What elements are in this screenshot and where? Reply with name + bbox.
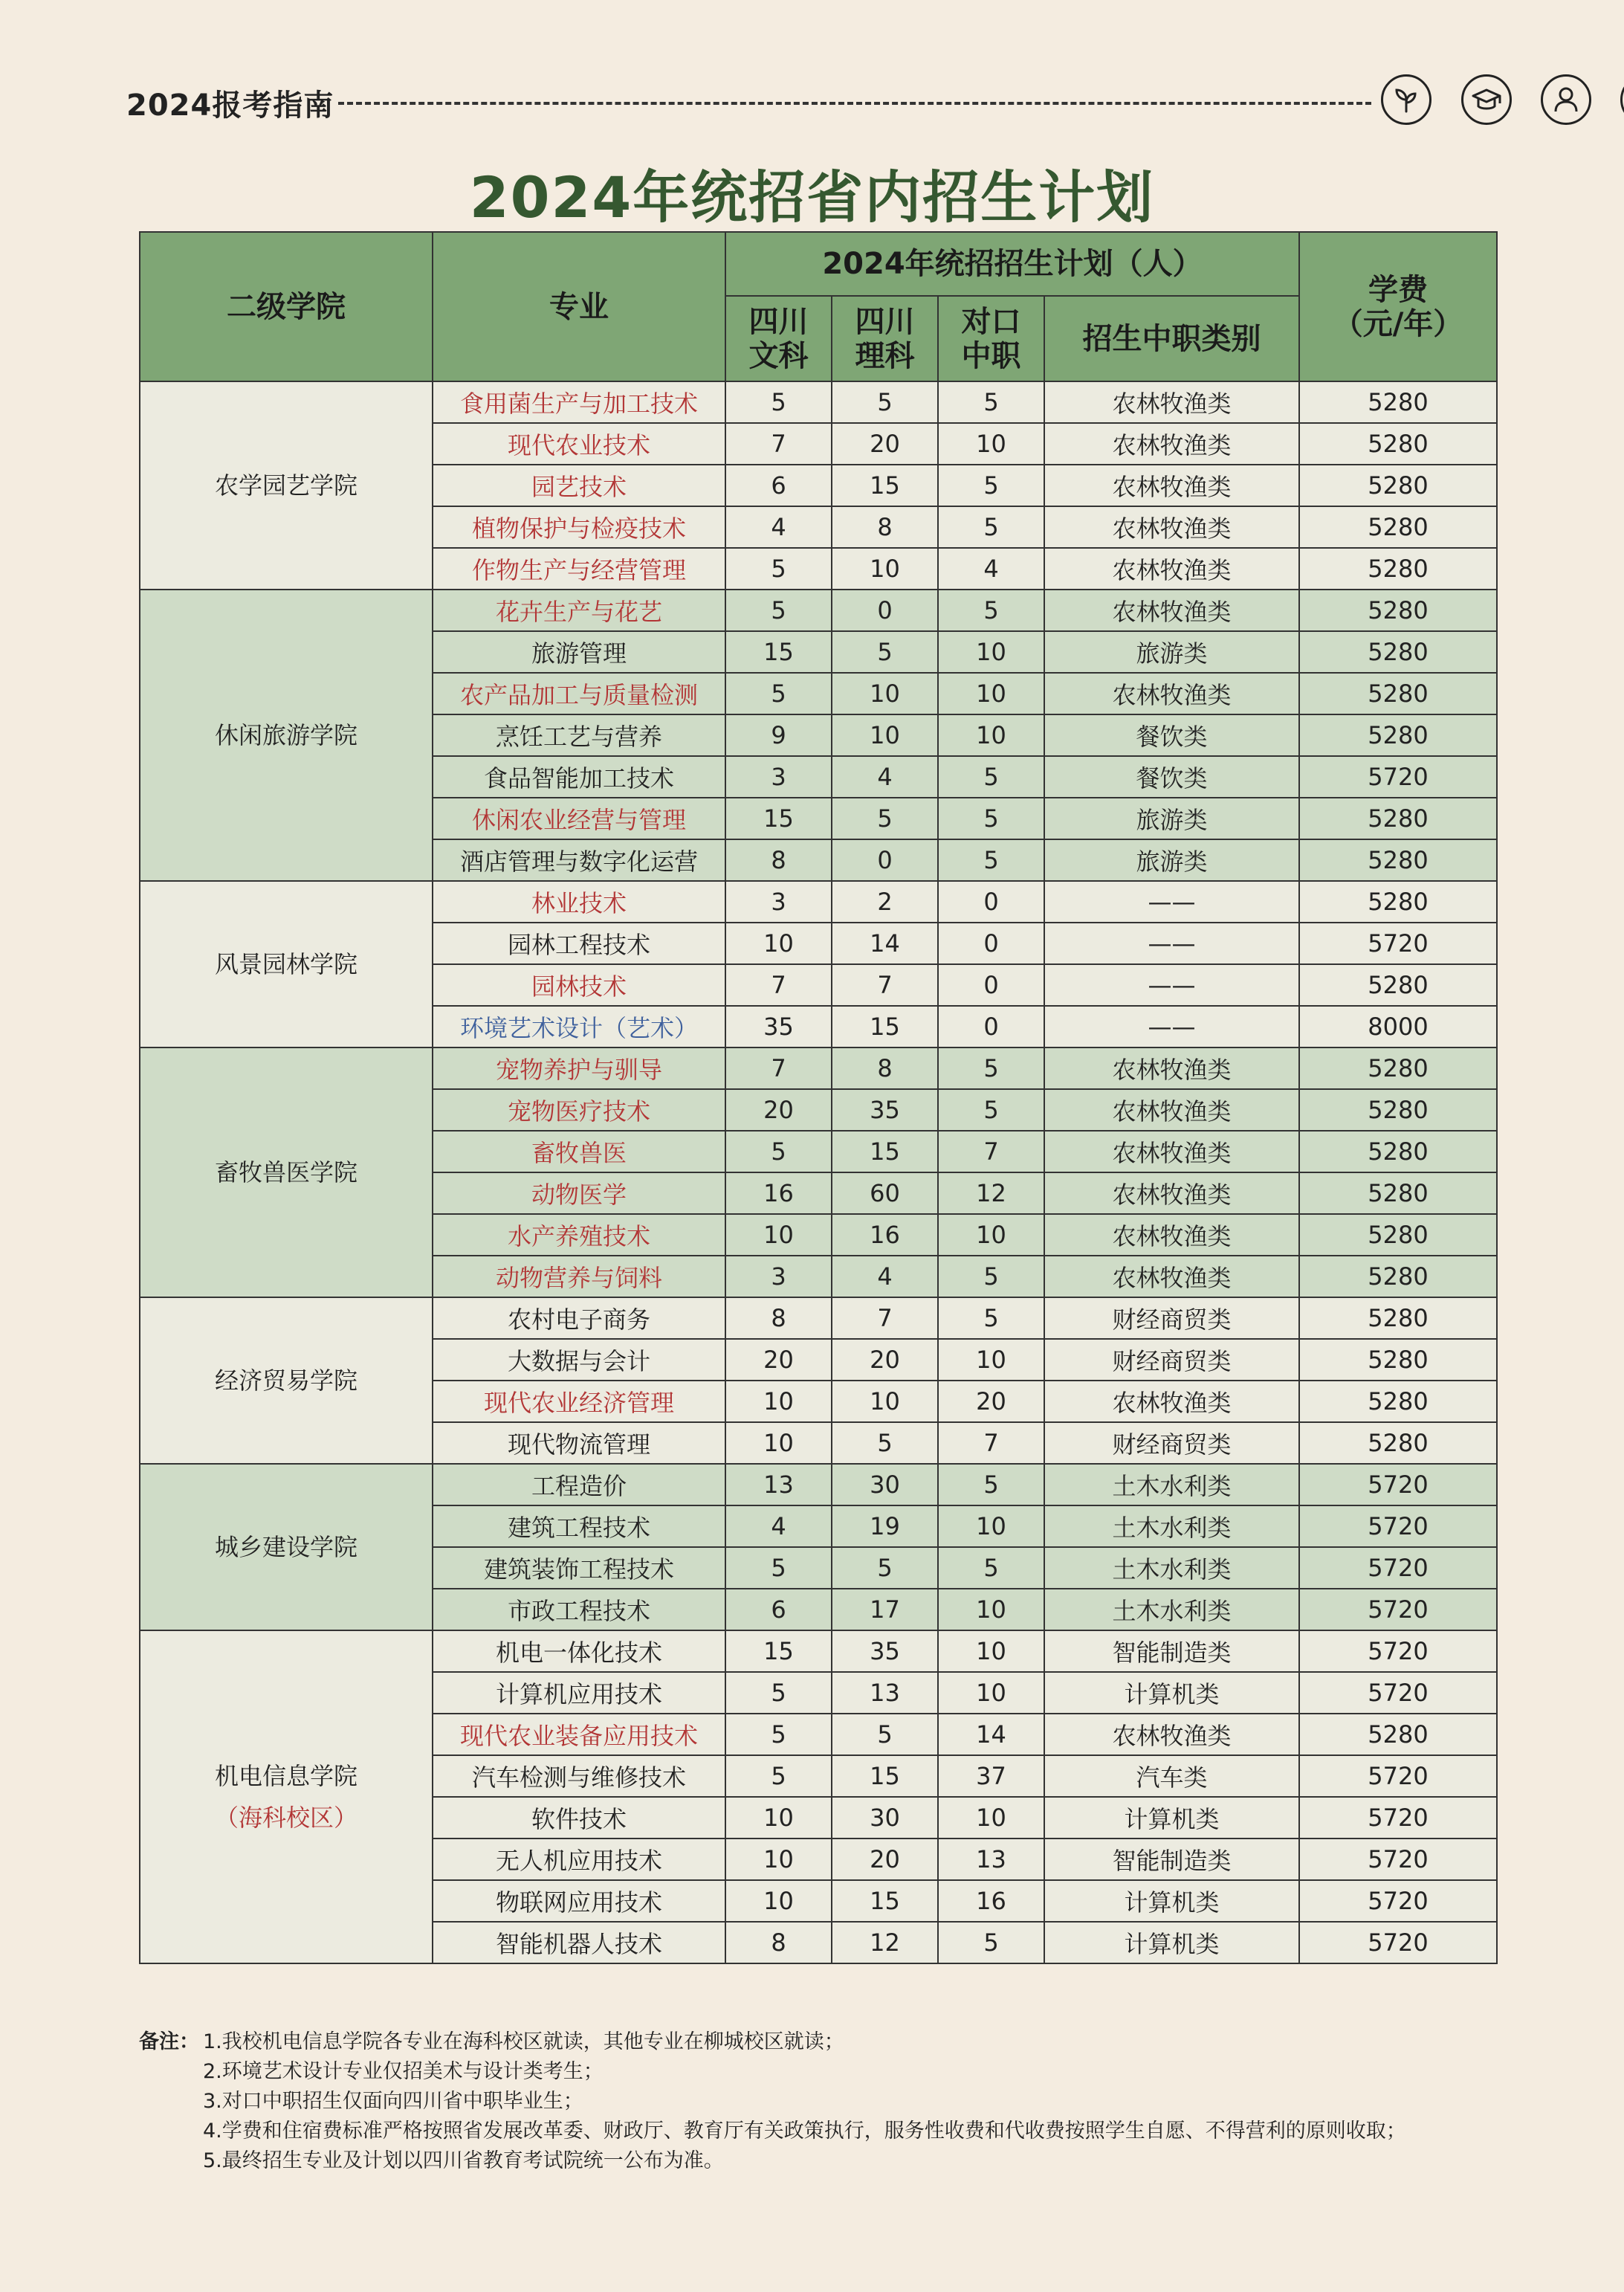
fee-cell: 5720 (1299, 756, 1497, 798)
major-cell: 现代农业装备应用技术 (433, 1714, 725, 1755)
sichuan-li-cell: 7 (832, 1297, 938, 1339)
fee-cell: 5280 (1299, 1089, 1497, 1131)
duikou-zhongzhi-cell: 5 (938, 798, 1044, 839)
header-title: 2024报考指南 (126, 88, 334, 123)
major-cell: 汽车检测与维修技术 (433, 1755, 725, 1797)
duikou-zhongzhi-cell: 5 (938, 1464, 1044, 1505)
major-cell: 建筑工程技术 (433, 1505, 725, 1547)
notes-row-4 (139, 2117, 1499, 2146)
duikou-zhongzhi-cell: 10 (938, 1339, 1044, 1381)
note-item: 1.我校机电信息学院各专业在海科校区就读，其他专业在柳城校区就读； (203, 2030, 844, 2053)
major-cell: 市政工程技术 (433, 1589, 725, 1630)
sichuan-wen-cell: 5 (725, 1131, 832, 1172)
fee-cell: 5720 (1299, 1880, 1497, 1922)
sichuan-wen-cell: 8 (725, 839, 832, 881)
sichuan-li-cell: 15 (832, 1006, 938, 1047)
note-item: 2.环境艺术设计专业仅招美术与设计类考生； (203, 2060, 604, 2083)
category-cell: 农林牧渔类 (1044, 1256, 1299, 1297)
sichuan-li-cell: 35 (832, 1630, 938, 1672)
category-cell: 农林牧渔类 (1044, 548, 1299, 590)
sichuan-wen-cell: 7 (725, 964, 832, 1006)
sichuan-wen-cell: 5 (725, 1672, 832, 1714)
category-cell: 农林牧渔类 (1044, 1172, 1299, 1214)
category-cell: 财经商贸类 (1044, 1339, 1299, 1381)
college-cell (140, 381, 433, 590)
sichuan-wen-cell: 3 (725, 881, 832, 923)
fee-cell: 5280 (1299, 1297, 1497, 1339)
sichuan-li-cell: 5 (832, 1422, 938, 1464)
major-cell: 动物营养与饲料 (433, 1256, 725, 1297)
major-cell: 花卉生产与花艺 (433, 590, 725, 631)
sichuan-li-cell: 19 (832, 1505, 938, 1547)
college-name: 经济贸易学院 (214, 1366, 358, 1395)
fee-cell: 5280 (1299, 1714, 1497, 1755)
major-cell: 酒店管理与数字化运营 (433, 839, 725, 881)
category-cell: 计算机类 (1044, 1797, 1299, 1839)
header-plan-group: 2024年统招招生计划（人） (725, 232, 1299, 296)
major-cell: 烹饪工艺与营养 (433, 714, 725, 756)
duikou-zhongzhi-cell: 5 (938, 1922, 1044, 1963)
sichuan-wen-cell: 7 (725, 1047, 832, 1089)
duikou-zhongzhi-cell: 0 (938, 964, 1044, 1006)
duikou-zhongzhi-cell: 10 (938, 1630, 1044, 1672)
fee-cell: 5280 (1299, 1131, 1497, 1172)
duikou-zhongzhi-cell: 14 (938, 1714, 1044, 1755)
sichuan-li-cell: 5 (832, 631, 938, 673)
fee-cell: 5280 (1299, 1256, 1497, 1297)
college-cell (140, 881, 433, 1047)
sichuan-wen-cell: 15 (725, 1630, 832, 1672)
duikou-zhongzhi-cell: 10 (938, 1797, 1044, 1839)
category-cell: 农林牧渔类 (1044, 1089, 1299, 1131)
college-name: 农学园艺学院 (214, 471, 358, 500)
category-cell: 农林牧渔类 (1044, 1381, 1299, 1422)
header-fee-line2: （元/年） (1333, 306, 1463, 341)
duikou-zhongzhi-cell: 5 (938, 506, 1044, 548)
sichuan-wen-cell: 20 (725, 1089, 832, 1131)
table-body (140, 381, 1497, 1963)
sichuan-li-cell: 30 (832, 1797, 938, 1839)
college-name: 休闲旅游学院 (214, 721, 358, 749)
duikou-zhongzhi-cell: 10 (938, 1505, 1044, 1547)
category-cell: —— (1044, 923, 1299, 964)
sichuan-li-cell: 20 (832, 1839, 938, 1880)
major-cell: 大数据与会计 (433, 1339, 725, 1381)
sichuan-li-cell: 10 (832, 1381, 938, 1422)
sichuan-wen-cell: 20 (725, 1339, 832, 1381)
notes-row-5 (139, 2146, 1499, 2176)
category-cell: 餐饮类 (1044, 756, 1299, 798)
major-cell: 旅游管理 (433, 631, 725, 673)
sichuan-li-cell: 30 (832, 1464, 938, 1505)
fee-cell: 5280 (1299, 381, 1497, 423)
header-wen-line2: 文科 (748, 338, 809, 373)
category-cell: 财经商贸类 (1044, 1422, 1299, 1464)
category-cell: 旅游类 (1044, 839, 1299, 881)
sichuan-li-cell: 7 (832, 964, 938, 1006)
fee-cell: 5280 (1299, 798, 1497, 839)
major-cell: 林业技术 (433, 881, 725, 923)
duikou-zhongzhi-cell: 16 (938, 1880, 1044, 1922)
table-row (140, 881, 1497, 923)
duikou-zhongzhi-cell: 5 (938, 1047, 1044, 1089)
fee-cell: 5280 (1299, 590, 1497, 631)
category-cell: 餐饮类 (1044, 714, 1299, 756)
duikou-zhongzhi-cell: 5 (938, 1547, 1044, 1589)
table-row (140, 1630, 1497, 1672)
duikou-zhongzhi-cell: 0 (938, 923, 1044, 964)
sichuan-li-cell: 10 (832, 673, 938, 714)
fee-cell: 5280 (1299, 714, 1497, 756)
sichuan-wen-cell: 7 (725, 423, 832, 465)
header-college: 二级学院 (140, 232, 433, 381)
major-cell: 园林工程技术 (433, 923, 725, 964)
major-cell: 作物生产与经营管理 (433, 548, 725, 590)
major-cell: 宠物医疗技术 (433, 1089, 725, 1131)
sichuan-li-cell: 20 (832, 1339, 938, 1381)
duikou-zhongzhi-cell: 12 (938, 1172, 1044, 1214)
major-cell: 植物保护与检疫技术 (433, 506, 725, 548)
sichuan-li-cell: 5 (832, 1714, 938, 1755)
major-cell: 农村电子商务 (433, 1297, 725, 1339)
sichuan-wen-cell: 4 (725, 506, 832, 548)
sichuan-wen-cell: 15 (725, 631, 832, 673)
note-item: 4.学费和住宿费标准严格按照省发展改革委、财政厅、教育厅有关政策执行，服务性收费和代收费按照学生自愿、不得营利的原则收取； (203, 2120, 1406, 2143)
major-cell: 工程造价 (433, 1464, 725, 1505)
table-row (140, 381, 1497, 423)
fee-cell: 5720 (1299, 1630, 1497, 1672)
fee-cell: 5280 (1299, 1339, 1497, 1381)
fee-cell: 5720 (1299, 923, 1497, 964)
major-cell: 宠物养护与驯导 (433, 1047, 725, 1089)
sichuan-li-cell: 5 (832, 798, 938, 839)
major-cell: 机电一体化技术 (433, 1630, 725, 1672)
sichuan-li-cell: 15 (832, 1131, 938, 1172)
duikou-zhongzhi-cell: 10 (938, 631, 1044, 673)
sichuan-li-cell: 5 (832, 1547, 938, 1589)
duikou-zhongzhi-cell: 10 (938, 1672, 1044, 1714)
major-cell: 动物医学 (433, 1172, 725, 1214)
college-cell (140, 1047, 433, 1297)
header-sichuan-wen (725, 296, 832, 381)
sichuan-li-cell: 16 (832, 1214, 938, 1256)
table-row (140, 1047, 1497, 1089)
duikou-zhongzhi-cell: 5 (938, 465, 1044, 506)
sichuan-li-cell: 10 (832, 714, 938, 756)
user-icon (1541, 74, 1591, 125)
sichuan-wen-cell: 5 (725, 548, 832, 590)
duikou-zhongzhi-cell: 5 (938, 590, 1044, 631)
duikou-zhongzhi-cell: 10 (938, 1589, 1044, 1630)
fee-cell: 5280 (1299, 964, 1497, 1006)
major-cell: 农产品加工与质量检测 (433, 673, 725, 714)
sichuan-li-cell: 60 (832, 1172, 938, 1214)
sichuan-wen-cell: 35 (725, 1006, 832, 1047)
header-dashed-line (338, 102, 1371, 105)
category-cell: 土木水利类 (1044, 1547, 1299, 1589)
college-name: 城乡建设学院 (214, 1533, 358, 1561)
category-cell: 农林牧渔类 (1044, 1131, 1299, 1172)
fee-cell: 5280 (1299, 881, 1497, 923)
category-cell: 智能制造类 (1044, 1839, 1299, 1880)
category-cell: 土木水利类 (1044, 1464, 1299, 1505)
sichuan-wen-cell: 10 (725, 1797, 832, 1839)
major-cell: 水产养殖技术 (433, 1214, 725, 1256)
sichuan-wen-cell: 5 (725, 590, 832, 631)
sprout-icon (1381, 74, 1431, 125)
duikou-zhongzhi-cell: 13 (938, 1839, 1044, 1880)
category-cell: 农林牧渔类 (1044, 506, 1299, 548)
duikou-zhongzhi-cell: 7 (938, 1422, 1044, 1464)
sichuan-li-cell: 8 (832, 1047, 938, 1089)
sichuan-wen-cell: 8 (725, 1297, 832, 1339)
page-header (126, 74, 1553, 134)
sichuan-li-cell: 15 (832, 465, 938, 506)
major-cell: 现代物流管理 (433, 1422, 725, 1464)
sichuan-wen-cell: 3 (725, 1256, 832, 1297)
fee-cell: 5280 (1299, 506, 1497, 548)
sichuan-wen-cell: 5 (725, 1714, 832, 1755)
sichuan-li-cell: 15 (832, 1755, 938, 1797)
fee-cell: 5720 (1299, 1672, 1497, 1714)
fee-cell: 5720 (1299, 1839, 1497, 1880)
category-cell: 计算机类 (1044, 1672, 1299, 1714)
college-cell (140, 1630, 433, 1963)
fee-cell: 5280 (1299, 1172, 1497, 1214)
category-cell: 农林牧渔类 (1044, 1047, 1299, 1089)
college-name: 机电信息学院 (214, 1762, 358, 1790)
duikou-zhongzhi-cell: 10 (938, 673, 1044, 714)
note-item: 5.最终招生专业及计划以四川省教育考试院统一公布为准。 (203, 2149, 724, 2172)
fee-cell: 5720 (1299, 1589, 1497, 1630)
major-cell: 畜牧兽医 (433, 1131, 725, 1172)
sichuan-wen-cell: 10 (725, 1214, 832, 1256)
fee-cell: 5280 (1299, 839, 1497, 881)
category-cell: —— (1044, 964, 1299, 1006)
sichuan-wen-cell: 10 (725, 1880, 832, 1922)
sichuan-li-cell: 20 (832, 423, 938, 465)
college-cell (140, 1464, 433, 1630)
sichuan-wen-cell: 15 (725, 798, 832, 839)
category-cell: 计算机类 (1044, 1922, 1299, 1963)
header-li-line2: 理科 (855, 338, 915, 373)
sichuan-wen-cell: 6 (725, 1589, 832, 1630)
notes-row-1 (139, 2027, 1499, 2057)
duikou-zhongzhi-cell: 0 (938, 1006, 1044, 1047)
header-major: 专业 (433, 232, 725, 381)
duikou-zhongzhi-cell: 5 (938, 1297, 1044, 1339)
fee-cell: 5720 (1299, 1547, 1497, 1589)
major-cell: 现代农业经济管理 (433, 1381, 725, 1422)
duikou-zhongzhi-cell: 37 (938, 1755, 1044, 1797)
fee-cell: 5280 (1299, 423, 1497, 465)
fee-cell: 5280 (1299, 1047, 1497, 1089)
fee-cell: 8000 (1299, 1006, 1497, 1047)
sichuan-wen-cell: 5 (725, 381, 832, 423)
category-cell: 旅游类 (1044, 798, 1299, 839)
fee-cell: 5720 (1299, 1755, 1497, 1797)
header-wen-line1: 四川 (748, 304, 809, 339)
sichuan-li-cell: 15 (832, 1880, 938, 1922)
notes (139, 2027, 1499, 2176)
sichuan-wen-cell: 9 (725, 714, 832, 756)
header-zz-line1: 对口 (961, 304, 1021, 339)
sichuan-li-cell: 17 (832, 1589, 938, 1630)
major-cell: 现代农业技术 (433, 423, 725, 465)
table-row (140, 1464, 1497, 1505)
category-cell: 农林牧渔类 (1044, 381, 1299, 423)
category-cell: 财经商贸类 (1044, 1297, 1299, 1339)
major-cell: 食用菌生产与加工技术 (433, 381, 725, 423)
fee-cell: 5720 (1299, 1797, 1497, 1839)
category-cell: 农林牧渔类 (1044, 1714, 1299, 1755)
major-cell: 软件技术 (433, 1797, 725, 1839)
sichuan-wen-cell: 5 (725, 1755, 832, 1797)
college-name: 畜牧兽医学院 (214, 1158, 358, 1187)
sichuan-wen-cell: 4 (725, 1505, 832, 1547)
sichuan-li-cell: 10 (832, 548, 938, 590)
major-cell: 计算机应用技术 (433, 1672, 725, 1714)
table-row (140, 590, 1497, 631)
fee-cell: 5280 (1299, 1422, 1497, 1464)
sichuan-wen-cell: 5 (725, 673, 832, 714)
notes-row-3 (139, 2087, 1499, 2117)
fee-cell: 5720 (1299, 1505, 1497, 1547)
sichuan-wen-cell: 6 (725, 465, 832, 506)
category-cell: 农林牧渔类 (1044, 1214, 1299, 1256)
duikou-zhongzhi-cell: 0 (938, 881, 1044, 923)
major-cell: 物联网应用技术 (433, 1880, 725, 1922)
fee-cell: 5280 (1299, 631, 1497, 673)
edit-document-icon (1620, 74, 1624, 125)
major-cell: 食品智能加工技术 (433, 756, 725, 798)
category-cell: 农林牧渔类 (1044, 423, 1299, 465)
duikou-zhongzhi-cell: 5 (938, 839, 1044, 881)
header-duikou-zhongzhi (938, 296, 1044, 381)
table-row (140, 1297, 1497, 1339)
category-cell: 农林牧渔类 (1044, 465, 1299, 506)
college-cell (140, 590, 433, 881)
category-cell: —— (1044, 1006, 1299, 1047)
sichuan-wen-cell: 10 (725, 1839, 832, 1880)
sichuan-li-cell: 0 (832, 590, 938, 631)
header-sichuan-li (832, 296, 938, 381)
header-zz-line2: 中职 (961, 338, 1021, 373)
notes-row-2 (139, 2057, 1499, 2087)
sichuan-wen-cell: 10 (725, 923, 832, 964)
sichuan-li-cell: 0 (832, 839, 938, 881)
duikou-zhongzhi-cell: 10 (938, 423, 1044, 465)
sichuan-wen-cell: 8 (725, 1922, 832, 1963)
sichuan-li-cell: 4 (832, 1256, 938, 1297)
duikou-zhongzhi-cell: 5 (938, 1256, 1044, 1297)
sichuan-li-cell: 2 (832, 881, 938, 923)
duikou-zhongzhi-cell: 4 (938, 548, 1044, 590)
major-cell: 环境艺术设计（艺术） (433, 1006, 725, 1047)
page-title: 2024年统招省内招生计划 (469, 164, 1155, 230)
header-category: 招生中职类别 (1044, 296, 1299, 381)
college-name: 风景园林学院 (214, 950, 358, 978)
category-cell: 土木水利类 (1044, 1589, 1299, 1630)
graduation-cap-icon (1461, 74, 1512, 125)
category-cell: 计算机类 (1044, 1880, 1299, 1922)
fee-cell: 5720 (1299, 1922, 1497, 1963)
category-cell: 汽车类 (1044, 1755, 1299, 1797)
duikou-zhongzhi-cell: 5 (938, 381, 1044, 423)
college-cell (140, 1297, 433, 1464)
sichuan-wen-cell: 5 (725, 1547, 832, 1589)
sichuan-wen-cell: 10 (725, 1422, 832, 1464)
sichuan-li-cell: 5 (832, 381, 938, 423)
sichuan-li-cell: 4 (832, 756, 938, 798)
fee-cell: 5280 (1299, 465, 1497, 506)
sichuan-wen-cell: 16 (725, 1172, 832, 1214)
sichuan-li-cell: 35 (832, 1089, 938, 1131)
notes-label: 备注： (139, 2030, 199, 2053)
fee-cell: 5720 (1299, 1464, 1497, 1505)
sichuan-li-cell: 8 (832, 506, 938, 548)
category-cell: —— (1044, 881, 1299, 923)
duikou-zhongzhi-cell: 20 (938, 1381, 1044, 1422)
major-cell: 园艺技术 (433, 465, 725, 506)
fee-cell: 5280 (1299, 1214, 1497, 1256)
major-cell: 智能机器人技术 (433, 1922, 725, 1963)
fee-cell: 5280 (1299, 548, 1497, 590)
sichuan-li-cell: 14 (832, 923, 938, 964)
note-item: 3.对口中职招生仅面向四川省中职毕业生； (203, 2090, 583, 2113)
header-fee-line1: 学费 (1368, 272, 1429, 307)
duikou-zhongzhi-cell: 5 (938, 1089, 1044, 1131)
sichuan-li-cell: 12 (832, 1922, 938, 1963)
sichuan-li-cell: 13 (832, 1672, 938, 1714)
major-cell: 休闲农业经营与管理 (433, 798, 725, 839)
duikou-zhongzhi-cell: 7 (938, 1131, 1044, 1172)
category-cell: 农林牧渔类 (1044, 590, 1299, 631)
duikou-zhongzhi-cell: 10 (938, 714, 1044, 756)
fee-cell: 5280 (1299, 1381, 1497, 1422)
duikou-zhongzhi-cell: 10 (938, 1214, 1044, 1256)
major-cell: 建筑装饰工程技术 (433, 1547, 725, 1589)
category-cell: 农林牧渔类 (1044, 673, 1299, 714)
sichuan-wen-cell: 13 (725, 1464, 832, 1505)
category-cell: 旅游类 (1044, 631, 1299, 673)
college-campus: （海科校区） (214, 1804, 358, 1832)
category-cell: 土木水利类 (1044, 1505, 1299, 1547)
fee-cell: 5280 (1299, 673, 1497, 714)
major-cell: 无人机应用技术 (433, 1839, 725, 1880)
major-cell: 园林技术 (433, 964, 725, 1006)
duikou-zhongzhi-cell: 5 (938, 756, 1044, 798)
header-fee (1299, 232, 1497, 381)
header-li-line1: 四川 (855, 304, 915, 339)
sichuan-wen-cell: 10 (725, 1381, 832, 1422)
sichuan-wen-cell: 3 (725, 756, 832, 798)
category-cell: 智能制造类 (1044, 1630, 1299, 1672)
enrollment-plan-table (139, 231, 1498, 1964)
